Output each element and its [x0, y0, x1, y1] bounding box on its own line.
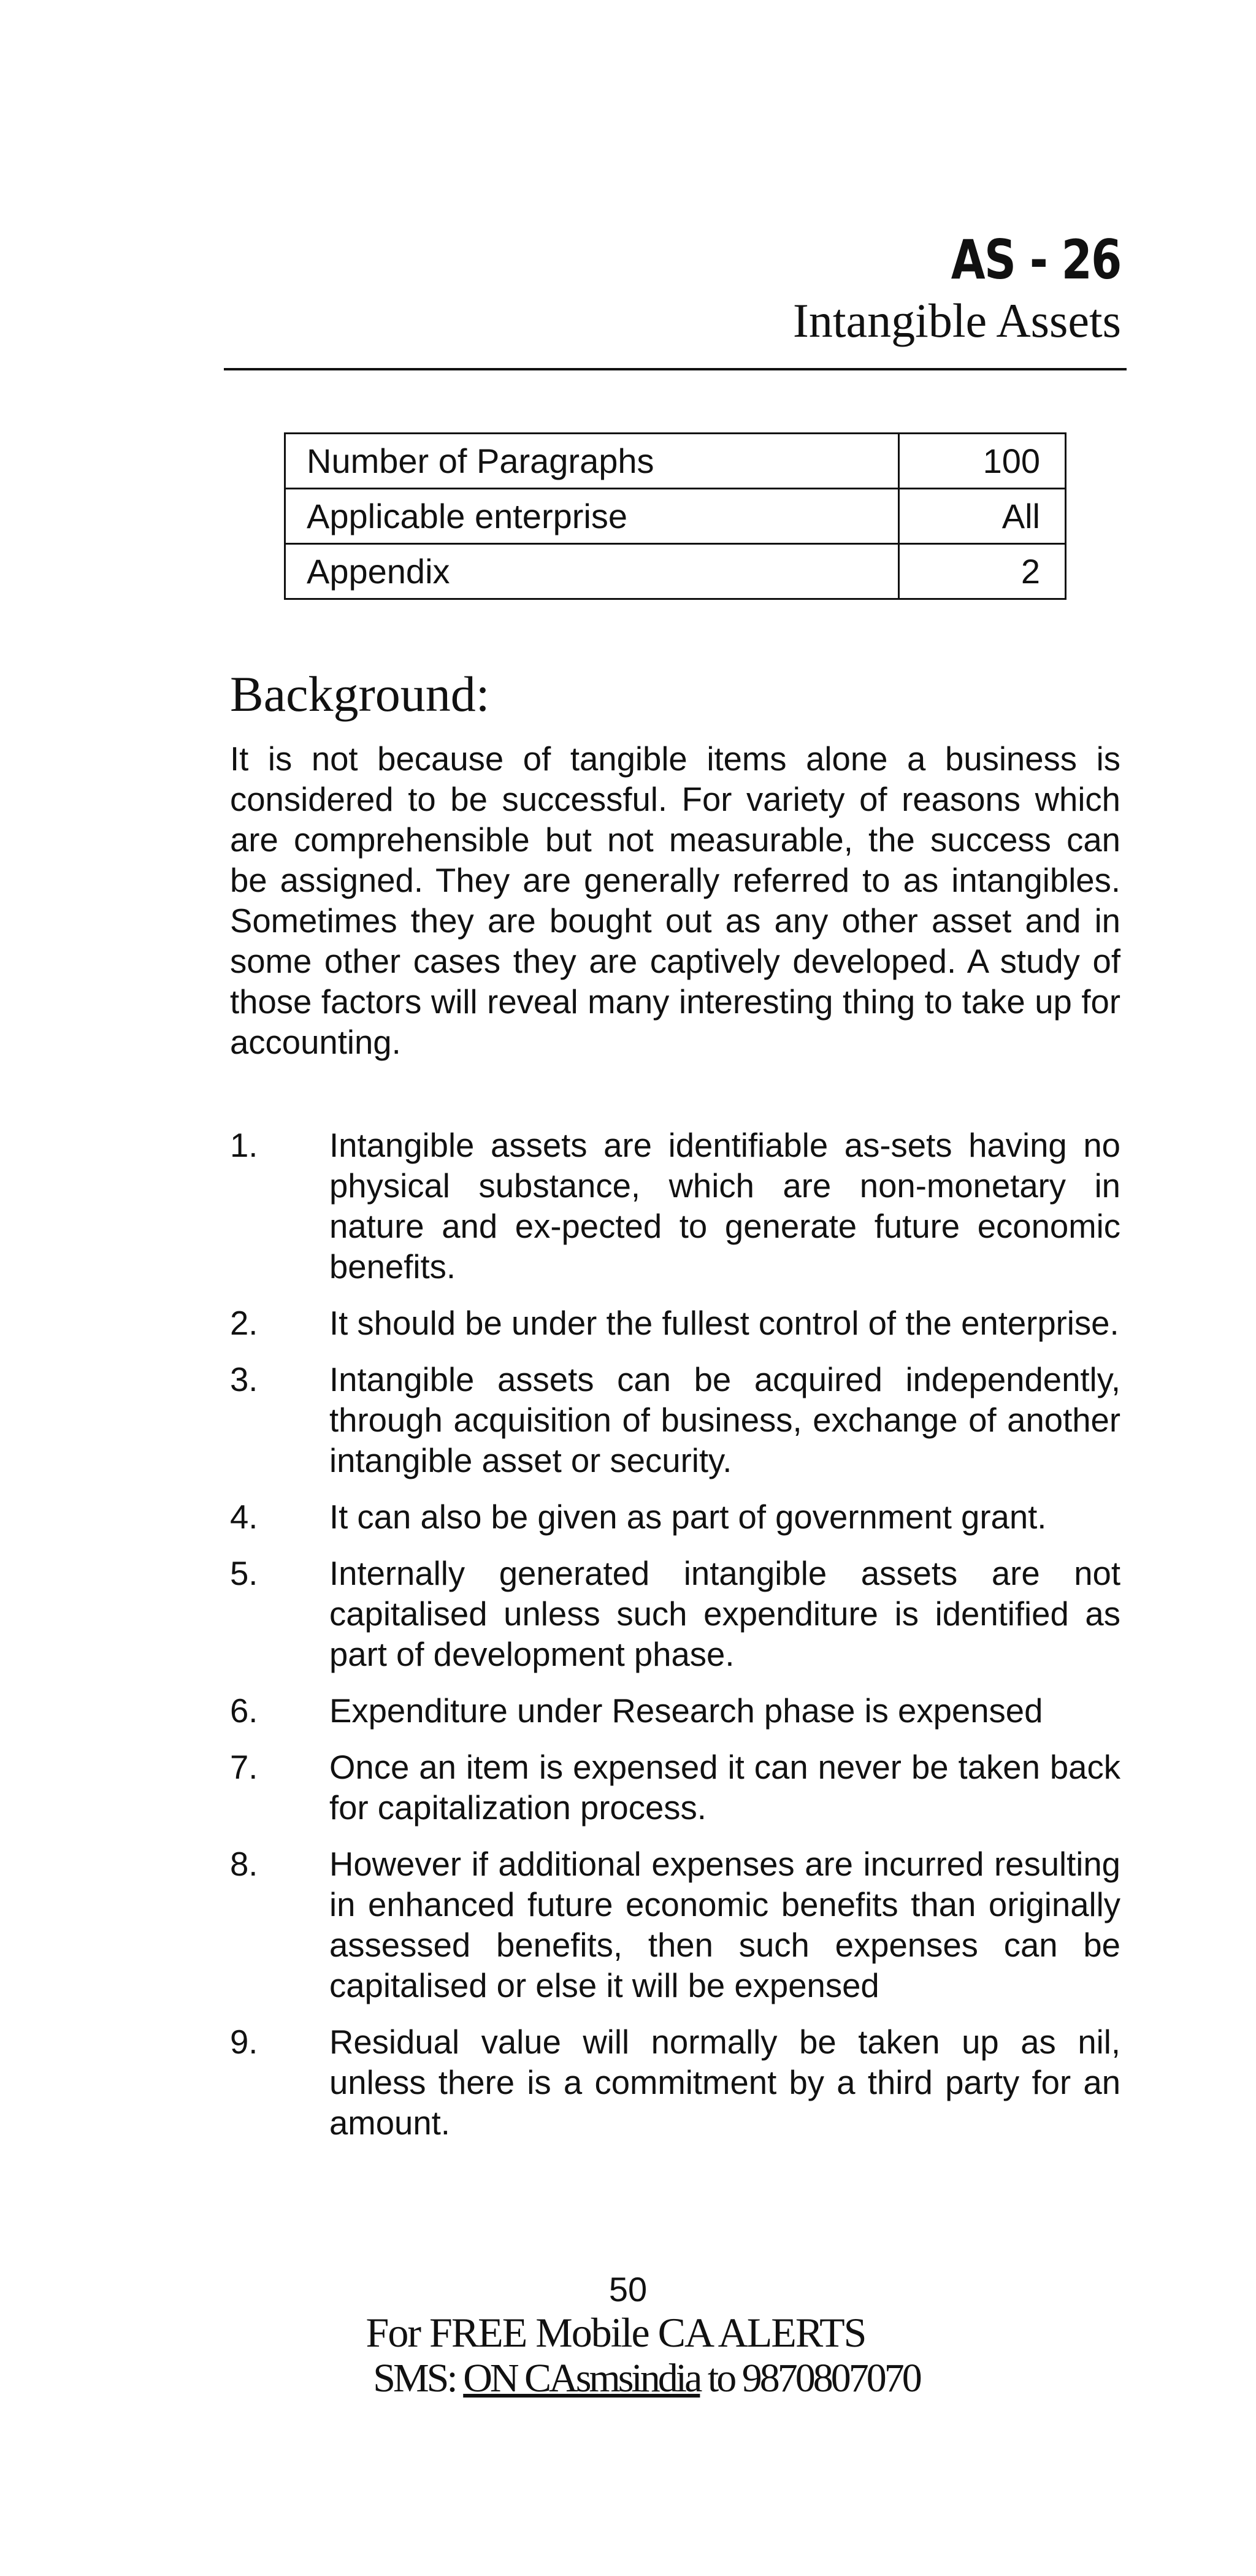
table-cell-label: Number of Paragraphs: [285, 434, 899, 489]
list-item-number: 9.: [230, 2023, 258, 2061]
table-cell-label: Appendix: [285, 544, 899, 599]
page-number: 50: [608, 2270, 648, 2309]
footer-sms-keyword-link[interactable]: ON CAsmsindia: [463, 2356, 700, 2401]
table-cell-value: 2: [899, 544, 1066, 599]
key-points-list: [230, 1125, 1120, 2144]
list-item-text: It can also be given as part of government grant.: [329, 1498, 1047, 1536]
footer-sms-suffix: to 9870807070: [700, 2356, 920, 2401]
list-item: [230, 1303, 1120, 1344]
list-item-text: Residual value will normally be taken up as nil, unless there is a commitment by a third party for an amount.: [329, 2023, 1120, 2142]
footer-promo-line: For FREE Mobile CA ALERTS: [366, 2309, 866, 2356]
list-item-number: 1.: [230, 1127, 258, 1164]
list-item: [230, 2022, 1120, 2144]
list-item-number: 4.: [230, 1498, 258, 1536]
list-item: [230, 1554, 1120, 1675]
table-cell-value: 100: [899, 434, 1066, 489]
list-item-number: 8.: [230, 1846, 258, 1883]
background-paragraph: It is not because of tangible items alone a business is considered to be successful. For variety of reasons which are comprehensible but not measurable, the success can be assigned. They are generally referred to as intangibles. Sometimes they are bought out as any other asset and in some other cases they are captively developed. A study of those factors will reveal many interesting thing to take up for accounting.: [230, 740, 1120, 1061]
table-cell-value: All: [899, 489, 1066, 544]
list-item-text: Intangible assets are identifiable as-sets having no physical substance, which are non-monetary in nature and ex-pected to generate future economic benefits.: [329, 1127, 1120, 1286]
table-row: [285, 544, 1066, 599]
list-item: [230, 1691, 1120, 1731]
standard-number: AS - 26: [951, 228, 1121, 291]
list-item-text: Internally generated intangible assets are not capitalised unless such expenditure is identified as part of development phase.: [329, 1555, 1120, 1673]
table-cell-label: Applicable enterprise: [285, 489, 899, 544]
list-item-text: Expenditure under Research phase is expensed: [329, 1692, 1043, 1730]
list-item-number: 5.: [230, 1555, 258, 1592]
standard-title: Intangible Assets: [792, 294, 1121, 347]
table-row: [285, 489, 1066, 544]
list-item-text: Intangible assets can be acquired independently, through acquisition of business, exchange of another intangible asset or security.: [329, 1361, 1120, 1479]
list-item: [230, 1497, 1120, 1538]
header-rule: [224, 368, 1127, 370]
list-item: [230, 1360, 1120, 1481]
list-item: [230, 1125, 1120, 1287]
list-item-number: 2.: [230, 1305, 258, 1342]
list-item-number: 6.: [230, 1692, 258, 1730]
info-table: [284, 432, 1066, 600]
footer-sms-line: [0, 2355, 1256, 2402]
list-item-text: Once an item is expensed it can never be taken back for capitalization process.: [329, 1749, 1120, 1827]
list-item: [230, 1844, 1120, 2006]
footer-sms-prefix: SMS:: [373, 2356, 464, 2401]
list-item-number: 3.: [230, 1361, 258, 1398]
list-item-text: It should be under the fullest control of the enterprise.: [329, 1305, 1119, 1342]
background-heading: Background:: [230, 666, 490, 722]
list-item: [230, 1747, 1120, 1828]
list-item-text: However if additional expenses are incurred resulting in enhanced future economic benefits than originally assessed benefits, then such expenses can be capitalised or else it will be expensed: [329, 1846, 1120, 2004]
list-item-number: 7.: [230, 1749, 258, 1786]
table-row: [285, 434, 1066, 489]
